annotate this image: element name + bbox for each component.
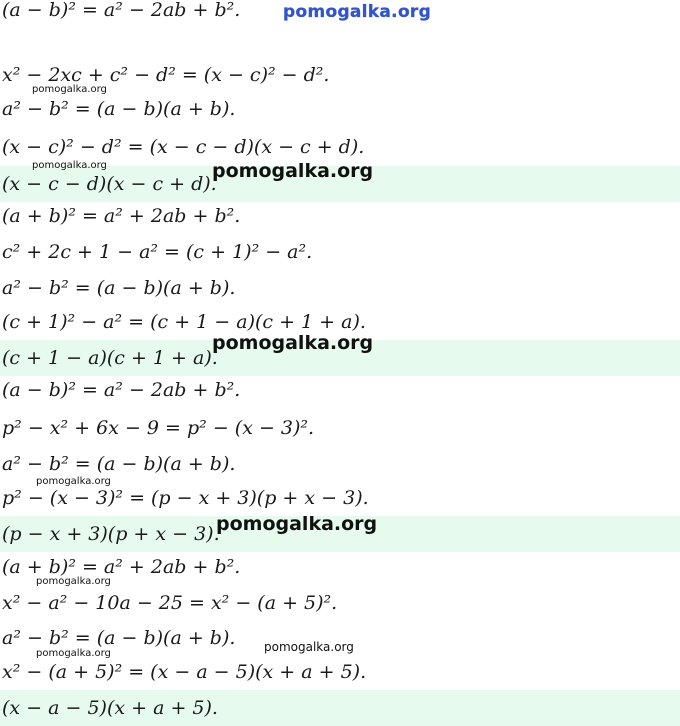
math-line-8: (c + 1)² − a² = (c + 1 − a)(c + 1 + a). (2, 311, 366, 333)
math-line-3: a² − b² = (a − b)(a + b). (2, 98, 236, 120)
math-line-2: x² − 2xc + c² − d² = (x − c)² − d². (2, 64, 330, 86)
answer-line-4: (x − a − 5)(x + a + 5). (0, 690, 680, 726)
watermark-small-1: pomogalka.org (32, 84, 107, 95)
math-line-13: (a + b)² = a² + 2ab + b². (2, 556, 241, 578)
math-line-15: a² − b² = (a − b)(a + b). (2, 627, 236, 649)
math-line-7: a² − b² = (a − b)(a + b). (2, 277, 236, 299)
math-line-10: p² − x² + 6x − 9 = p² − (x − 3)². (2, 417, 315, 439)
math-line-5: (a + b)² = a² + 2ab + b². (2, 205, 241, 227)
math-line-9: (a − b)² = a² − 2ab + b². (2, 379, 241, 401)
math-line-14: x² − a² − 10a − 25 = x² − (a + 5)². (2, 592, 338, 614)
math-line-1: (a − b)² = a² − 2ab + b². (2, 0, 241, 21)
watermark-top: pomogalka.org (283, 2, 432, 22)
math-line-12: p² − (x − 3)² = (p − x + 3)(p + x − 3). (2, 487, 369, 509)
answer-line-2: (c + 1 − a)(c + 1 + a). (0, 340, 680, 376)
watermark-medium-1: pomogalka.org (264, 640, 354, 654)
math-line-16: x² − (a + 5)² = (x − a − 5)(x + a + 5). (2, 661, 367, 683)
watermark-small-5: pomogalka.org (36, 648, 111, 659)
watermark-small-4: pomogalka.org (36, 576, 111, 587)
watermark-small-3: pomogalka.org (36, 476, 111, 487)
math-line-4: (x − c)² − d² = (x − c − d)(x − c + d). (2, 136, 365, 158)
watermark-large-3: pomogalka.org (216, 513, 378, 535)
watermark-large-1: pomogalka.org (212, 160, 374, 182)
watermark-large-2: pomogalka.org (212, 332, 374, 354)
watermark-small-2: pomogalka.org (32, 160, 107, 171)
answer-line-3: (p − x + 3)(p + x − 3). (0, 516, 680, 552)
answer-line-1: (x − c − d)(x − c + d). (0, 166, 680, 202)
math-line-6: c² + 2c + 1 − a² = (c + 1)² − a². (2, 241, 313, 263)
math-line-11: a² − b² = (a − b)(a + b). (2, 453, 236, 475)
